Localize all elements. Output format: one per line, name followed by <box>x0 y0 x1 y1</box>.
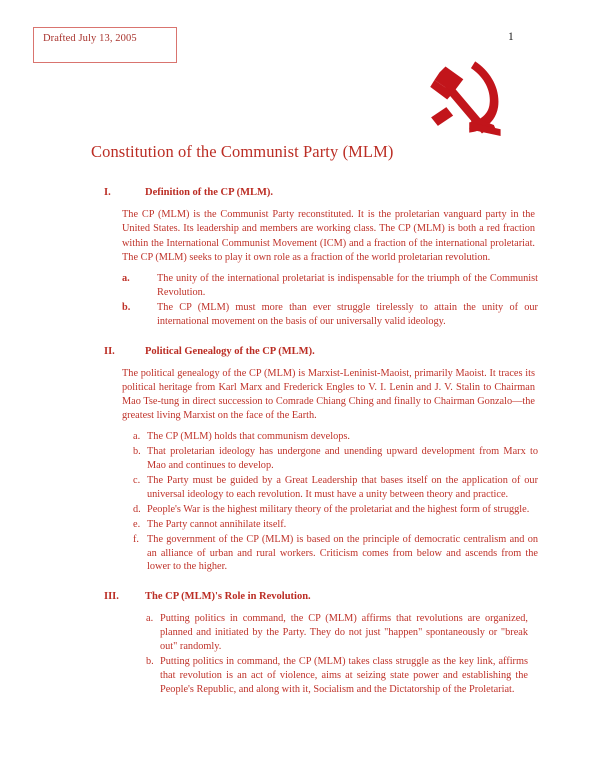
section-i <box>0 186 600 329</box>
list-item-text: People's War is the highest military theory of the proletariat and the highest form of struggle. <box>147 503 530 515</box>
list-item-text: The government of the CP (MLM) is based on the principle of democratic centralism and on an alliance of urban and rural workers. Criticism comes from below and ascends from the lower to the higher. <box>147 533 538 573</box>
section-ii-list <box>0 430 600 574</box>
list-item-text: Putting politics in command, the CP (MLM) takes class struggle as the key link, affirms that revolution is an act of violence, aims at seizing state power and establishing the People's Republic, and along with it, Socialism and the Dictatorship of the Proletariat. <box>160 656 528 695</box>
section-iii-title: The CP (MLM)'s Role in Revolution. <box>145 591 311 603</box>
list-marker: c. <box>133 475 141 487</box>
list-marker: e. <box>133 518 141 530</box>
list-item-text: The CP (MLM) holds that communism develops. <box>147 431 350 443</box>
section-ii-heading <box>0 345 600 358</box>
section-iii-heading <box>0 590 600 603</box>
drafted-date-text: Drafted July 13, 2005 <box>43 33 137 44</box>
section-iii-numeral: III. <box>104 591 119 603</box>
list-item <box>0 503 600 517</box>
list-item <box>0 272 600 300</box>
list-marker: d. <box>133 503 141 515</box>
list-marker: b. <box>133 446 141 458</box>
list-item <box>0 612 600 654</box>
list-marker: b. <box>146 656 154 668</box>
list-item <box>0 518 600 532</box>
section-i-title: Definition of the CP (MLM). <box>145 187 274 198</box>
section-i-heading <box>0 186 600 199</box>
list-item-text: The Party cannot annihilate itself. <box>147 518 287 530</box>
list-item-text: Putting politics in command, the CP (MLM) affirms that revolutions are organized, planned and initiated by the Party. They do not just "happen" spontaneously or "break out" randomly. <box>160 613 528 653</box>
list-item <box>0 445 600 473</box>
section-i-list <box>0 272 600 329</box>
section-i-numeral: I. <box>104 187 111 198</box>
list-item-text: The CP (MLM) must more than ever struggle tirelessly to attain the unity of our international movement on the basis of our universally valid ideology. <box>157 301 538 327</box>
list-marker: a. <box>146 613 154 625</box>
page-title: Constitution of the Communist Party (MLM) <box>91 142 394 161</box>
section-iii-list <box>0 612 600 696</box>
drafted-date-box <box>33 27 177 63</box>
list-marker: b. <box>122 301 131 313</box>
section-ii-numeral: II. <box>104 345 115 357</box>
section-iii <box>0 590 600 696</box>
list-marker: a. <box>133 431 141 443</box>
list-item <box>0 430 600 444</box>
list-item-text: The unity of the international proletariat is indispensable for the triumph of the Communist Revolution. <box>157 272 538 298</box>
list-marker: f. <box>133 533 140 545</box>
section-ii <box>0 345 600 575</box>
list-item <box>0 301 600 329</box>
list-item <box>0 533 600 575</box>
section-ii-title: Political Genealogy of the CP (MLM). <box>145 345 315 357</box>
list-item-text: That proletarian ideology has undergone and unending upward development from Marx to Mao and continues to develop. <box>147 446 538 472</box>
list-item <box>0 655 600 697</box>
list-item-text: The Party must be guided by a Great Leadership that bases itself on the application of our universal ideology to each revolution. It must have a unity between theory and practice. <box>147 475 538 500</box>
page-number: 1 <box>508 31 514 43</box>
list-item <box>0 474 600 502</box>
document-body <box>0 170 600 698</box>
section-i-paragraph: The CP (MLM) is the Communist Party reconstituted. It is the proletarian vanguard party in the United States. Its leadership and members are working class. The CP (MLM) is both a red fraction within the International Communist Movement (ICM) and a fraction of the international proletariat. The CP (MLM) seeks to play it own role as a fraction of the world proletarian revolution. <box>122 209 535 263</box>
hammer-and-sickle-icon <box>422 58 508 136</box>
section-ii-paragraph: The political genealogy of the CP (MLM) is Marxist-Leninist-Maoist, primarily Maoist. It traces its political heritage from Karl Marx and Frederick Engles to V. I. Lenin and J. V. Stalin to Chairman Mao Tse-tung in direct succession to Comrade Chiang Ching and finally to Chairman Gonzalo—the greatest living Marxist on the face of the Earth. <box>122 367 535 422</box>
list-marker: a. <box>122 272 130 284</box>
